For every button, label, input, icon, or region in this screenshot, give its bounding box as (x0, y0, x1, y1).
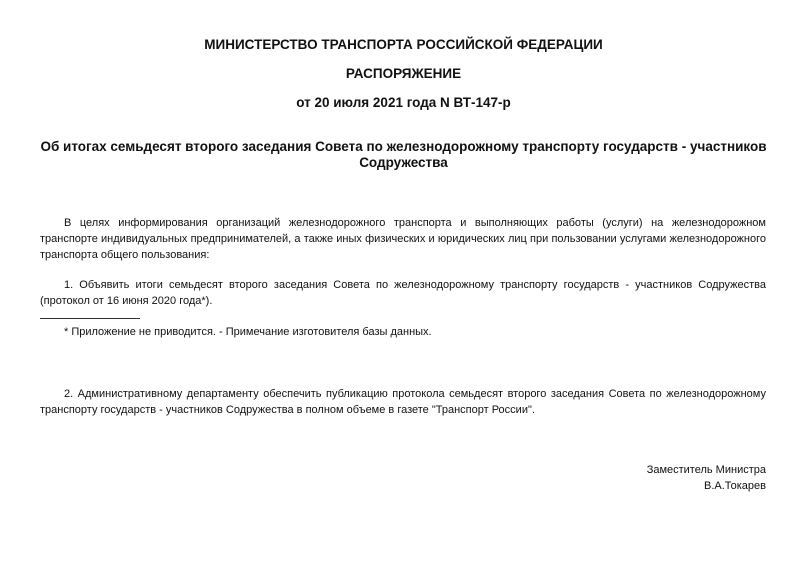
signatory-position: Заместитель Министра (646, 464, 766, 476)
intro-paragraph: В целях информирования организаций железнодорожного транспорта и выполняющих работы (услуги) на железнодорожном транспорте индивидуальных предпринимателей, а также иных физических и юридических лиц при пользовании услугами железнодорожного транспорта общего пользования: (40, 217, 766, 261)
document-date-number: от 20 июля 2021 года N ВТ-147-р (296, 95, 511, 110)
signature-block (647, 462, 766, 494)
ministry-heading: МИНИСТЕРСТВО ТРАНСПОРТА РОССИЙСКОЙ ФЕДЕРАЦИИ (204, 37, 603, 52)
footnote-divider (40, 318, 140, 319)
document-subject-title: Об итогах семьдесят второго заседания Совета по железнодорожному транспорту государств - участников Содружества (40, 139, 767, 170)
signatory-name: В.А.Токарев (703, 480, 766, 492)
document-type-heading: РАСПОРЯЖЕНИЕ (345, 66, 462, 81)
item-1-paragraph: 1. Объявить итоги семьдесят второго заседания Совета по железнодорожному транспорту государств - участников Содружества (протокол от 16 июня 2020 года*). (40, 279, 766, 307)
item-2-paragraph: 2. Административному департаменту обеспечить публикацию протокола семьдесят второго заседания Совета по железнодорожному транспорту государств - участников Содружества в полном объеме в газете "Транспорт России". (40, 388, 766, 416)
footnote-text: * Приложение не приводится. - Примечание изготовителя базы данных. (64, 326, 432, 338)
